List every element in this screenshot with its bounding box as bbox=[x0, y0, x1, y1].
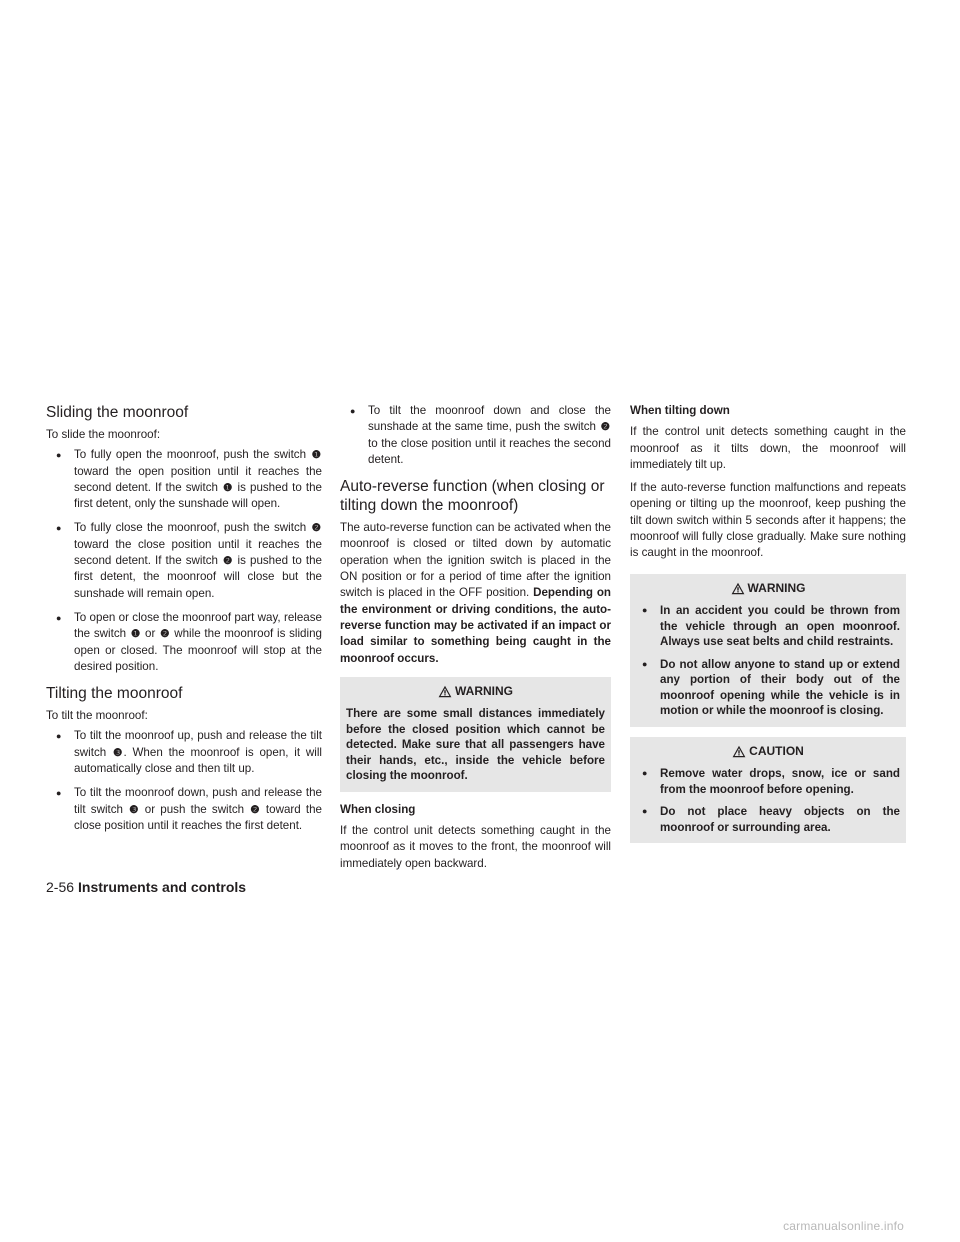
subheading-when-tilting-down: When tilting down bbox=[630, 404, 730, 417]
list-item: ● Do not place heavy objects on the moonroof or surrounding area. bbox=[642, 805, 900, 834]
list-item: ● In an accident you could be thrown from the vehicle through an open moonroof. Always use seat belts and child restraints. bbox=[642, 604, 900, 649]
bullet-icon: ● bbox=[642, 768, 648, 779]
callout-number-3: ❸ bbox=[113, 746, 123, 759]
section-heading-tilting: Tilting the moonroof bbox=[46, 685, 183, 703]
callout-number-1: ❶ bbox=[130, 628, 141, 641]
callout-number-2: ❷ bbox=[600, 421, 610, 434]
malfunction-text: If the auto-reverse function malfunctions and repeats opening or tilting up the moonroof, keep pushing the tilt down switch within 5 seconds after it happens; the moonroof will fully close gradually. Make sure nothing is caught in the moonroof. bbox=[630, 481, 906, 560]
warning-box bbox=[340, 677, 611, 792]
bullet-icon: ● bbox=[642, 658, 648, 669]
bullet-icon: ● bbox=[56, 731, 62, 742]
tilting-intro: To tilt the moonroof: bbox=[46, 709, 148, 723]
warning-header: WARNING bbox=[346, 684, 605, 700]
column-left bbox=[46, 403, 322, 842]
section-title: Instruments and controls bbox=[78, 879, 247, 895]
callout-number-3: ❸ bbox=[129, 803, 139, 816]
page-number: 2-56 bbox=[46, 879, 75, 895]
bullet-icon: ● bbox=[56, 788, 62, 799]
bullet-icon: ● bbox=[642, 605, 648, 616]
bullet-icon: ● bbox=[56, 450, 62, 461]
section-heading-auto-reverse: Auto-reverse function (when closing or tilting down the moonroof) bbox=[340, 478, 605, 515]
list-item: ● To tilt the moonroof down and close the sunshade at the same time, push the switch ❷ to the close position until it reaches the second detent. bbox=[350, 404, 611, 466]
list-item: ● Remove water drops, snow, ice or sand from the moonroof before opening. bbox=[642, 767, 900, 796]
callout-number-2: ❷ bbox=[311, 522, 321, 535]
callout-number-1: ❶ bbox=[223, 481, 233, 494]
callout-number-2: ❷ bbox=[250, 803, 260, 816]
caution-box bbox=[630, 737, 906, 844]
list-item: ● To tilt the moonroof up, push and release the tilt switch ❸. When the moonroof is open, it will automatically close and then tilt up. bbox=[56, 729, 323, 776]
warning-header: WARNING bbox=[636, 581, 900, 597]
list-item: ● Do not allow anyone to stand up or extend any portion of their body out of the moonroof opening while the vehicle is in motion or while the moonroof is closing. bbox=[642, 657, 900, 718]
list-item: ● To open or close the moonroof part way, release the switch ❶ or ❷ while the moonroof is sliding open or closed. The moonroof will stop at the desired position. bbox=[56, 610, 322, 673]
tilting-list bbox=[46, 728, 322, 834]
warning-box bbox=[630, 574, 906, 727]
auto-reverse-body: The auto-reverse function can be activated when the moonroof is closed or tilted down by automatic operation when the ignition switch is placed in the ON position or for a period of time after the ignition switch is placed in the OFF position. Depending on the environment or driving conditions, the auto-reverse function may be activated if an impact or load similar to something being caught in the moonroof occurs. bbox=[340, 521, 611, 665]
column-right bbox=[630, 403, 906, 853]
bullet-icon: ● bbox=[56, 612, 62, 623]
subheading-when-closing: When closing bbox=[340, 802, 416, 816]
page-footer bbox=[46, 879, 246, 895]
when-closing-text: If the control unit detects something caught in the moonroof as it moves to the front, the moonroof will immediately open backward. bbox=[340, 824, 611, 870]
callout-number-2: ❷ bbox=[223, 555, 233, 568]
caution-icon bbox=[732, 745, 746, 758]
section-heading-sliding: Sliding the moonroof bbox=[46, 404, 189, 421]
watermark: carmanualsonline.info bbox=[783, 1219, 904, 1233]
sliding-list bbox=[46, 447, 322, 675]
callout-number-1: ❶ bbox=[311, 449, 321, 462]
warning-text: There are some small distances immediately before the closed position which cannot be detected. Make sure that all passengers have their hands, etc., inside the vehicle before closing the moonroof. bbox=[346, 707, 605, 783]
bullet-icon: ● bbox=[56, 523, 62, 534]
list-item: ● To tilt the moonroof down, push and release the tilt switch ❸ or push the switch ❷ toward the close position until it reaches the first detent. bbox=[56, 786, 322, 832]
caution-header: CAUTION bbox=[636, 744, 900, 760]
bullet-icon: ● bbox=[642, 806, 648, 817]
sliding-intro: To slide the moonroof: bbox=[46, 428, 161, 441]
when-tilting-down-text: If the control unit detects something caught in the moonroof as it tilts down, the moonroof will immediately tilt up. bbox=[630, 425, 906, 471]
column-middle bbox=[340, 403, 611, 879]
bullet-icon: ● bbox=[350, 406, 356, 416]
tilting-list-continued bbox=[340, 403, 611, 468]
list-item: ● To fully open the moonroof, push the switch ❶ toward the open position until it reaches the second detent. If the switch ❶ is pushed to the first detent, only the sunshade will open. bbox=[56, 448, 322, 511]
warning-icon bbox=[438, 685, 452, 698]
list-item: ● To fully close the moonroof, push the switch ❷ toward the close position until it reaches the second detent. If the switch ❷ is pushed to the first detent, the moonroof will close but the sunshade will remain open. bbox=[56, 521, 322, 600]
warning-icon bbox=[731, 582, 745, 595]
callout-number-2: ❷ bbox=[160, 628, 170, 641]
